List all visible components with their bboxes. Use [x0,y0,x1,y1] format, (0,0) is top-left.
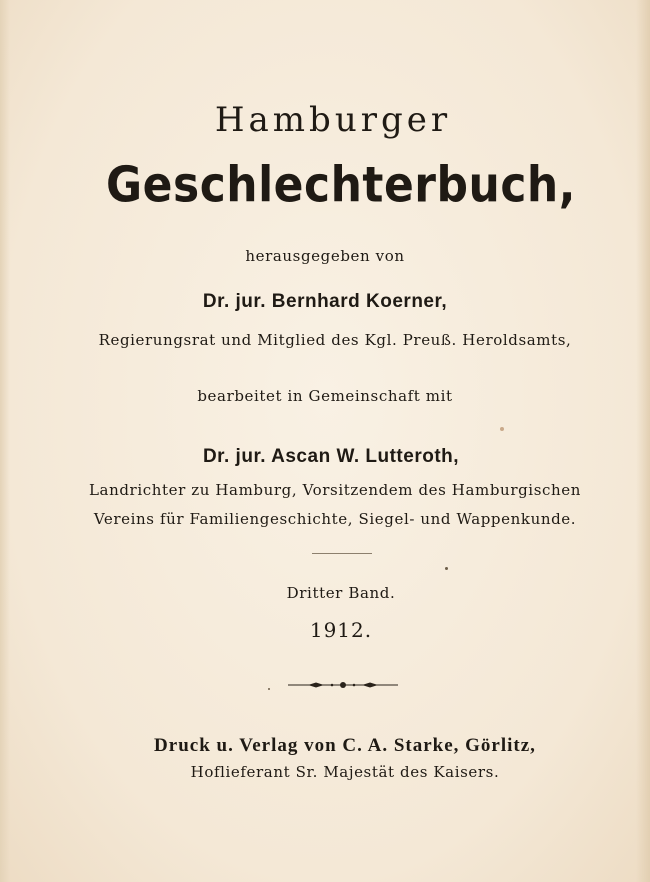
volume-label: Dritter Band. [286,584,396,602]
title-line-1: Hamburger [214,100,452,140]
title-line-2: Geschlechterbuch, [106,156,576,215]
publisher-line-2: Hoflieferant Sr. Majestät des Kaisers. [190,763,500,781]
editor-name: Dr. jur. Bernhard Koerner, [202,291,448,312]
collaborator-position-line-1: Landrichter zu Hamburg, Vorsitzendem des Hamburgischen [88,481,581,499]
collaboration-intro: bearbeitet in Gemeinschaft mit [197,387,453,405]
volume-year: 1912. [309,618,373,642]
collaborator-name: Dr. jur. Ascan W. Lutteroth, [202,446,460,467]
publisher-line-1: Druck u. Verlag von C. A. Starke, Görlitz, [154,735,536,756]
editor-position: Regierungsrat und Mitglied des Kgl. Preuß. Heroldsamts, [98,331,572,349]
paper-stain [500,427,504,431]
paper-speck [445,567,448,570]
ornament-divider [286,678,400,692]
editor-intro: herausgegeben von [245,247,405,265]
collaborator-position-line-2: Vereins für Familiengeschichte, Siegel- und Wappenkunde. [93,510,577,528]
paper-speck [268,688,270,690]
short-divider-rule [312,553,372,554]
